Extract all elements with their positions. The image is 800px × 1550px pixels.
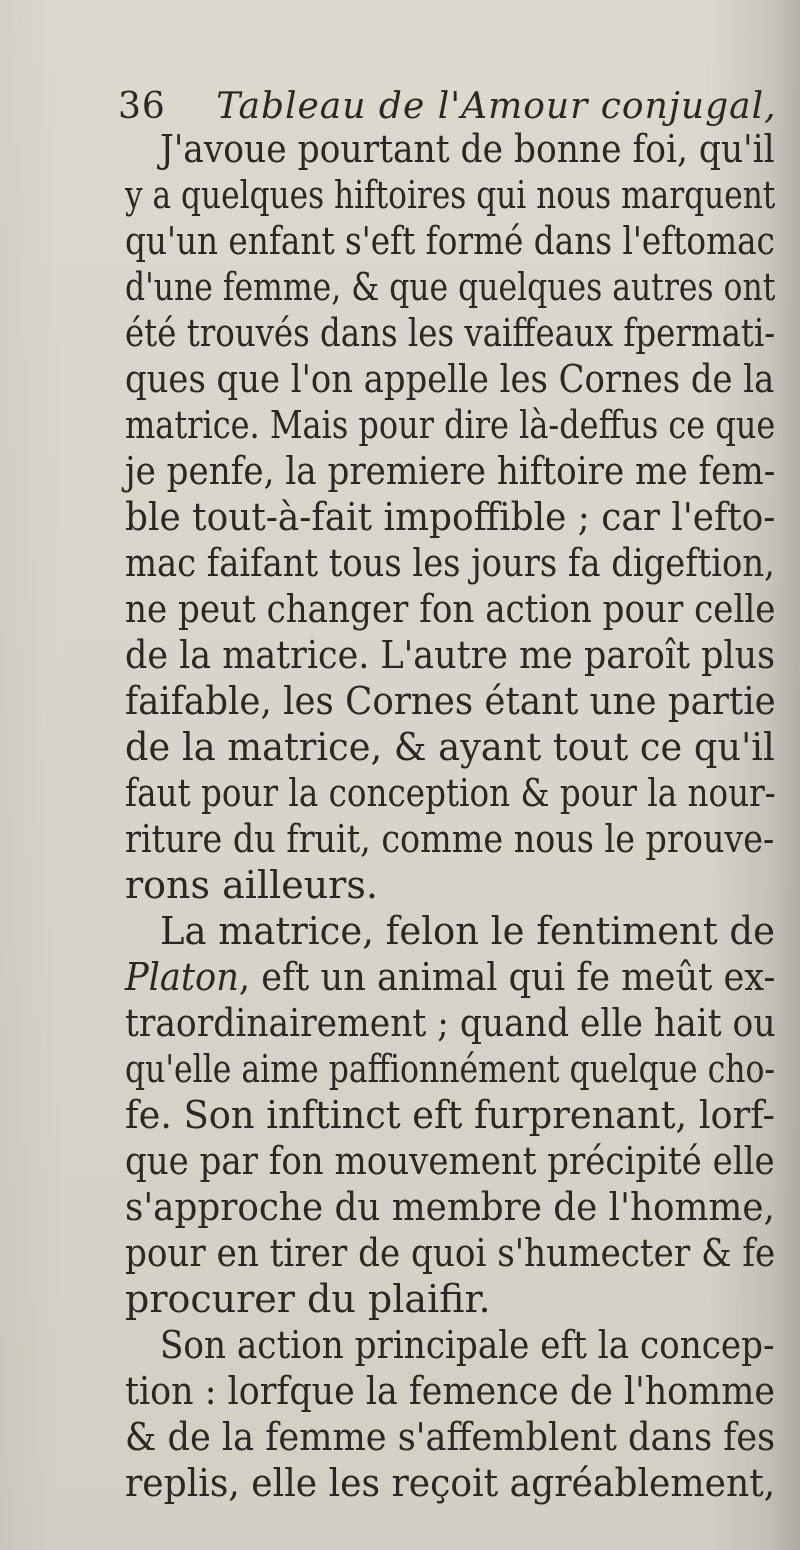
running-title: Tableau de l'Amour conjugal, [216,86,777,127]
text-line: que par fon mouvement précipité elle [125,1139,775,1183]
text-line: ne peut changer fon action pour celle [125,587,776,631]
text-line: été trouvés dans les vaiffeaux fpermati- [125,311,776,355]
text-line: rons ailleurs. [125,863,378,907]
text-line: pour en tirer de quoi s'humecter & fe [125,1231,776,1275]
text-line: de la matrice. L'autre me paroît plus [125,633,776,677]
text-line: de la matrice, & ayant tout ce qu'il [125,725,775,769]
italic-name: Platon [125,955,239,999]
text-line: ques que l'on appelle les Cornes de la [125,357,775,401]
page-header [118,86,777,127]
text-line: qu'un enfant s'eft formé dans l'eftomac [125,219,775,263]
text-line: ble tout-à-fait impoffible ; car l'efto- [125,495,776,539]
text-line: procurer du plaifir. [125,1277,491,1321]
text-line: tion : lorfque la femence de l'homme [125,1369,775,1413]
text-line: riture du fruit, comme nous le prouve- [125,817,775,861]
text-line: s'approche du membre de l'homme, [125,1185,775,1229]
text-line: je penfe, la premiere hiftoire me fem- [125,449,776,493]
text-line: faut pour la conception & pour la nour- [125,771,776,815]
page-number: 36 [118,86,166,127]
text-line: mac faifant tous les jours fa digeftion, [125,541,775,585]
text-line: replis, elle les reçoit agréablement, [125,1461,776,1505]
text-line: qu'elle aime paffionnément quelque cho- [125,1047,776,1091]
text-line-platon [125,955,776,999]
text-line: Son action principale eft la concep- [160,1323,775,1367]
text-line: J'avoue pourtant de bonne foi, qu'il [160,127,775,171]
text-line: y a quelques hiftoires qui nous marquent [125,173,776,217]
text-line: fe. Son inftinct eft furprenant, lorf- [125,1093,775,1137]
text-line: traordinairement ; quand elle hait ou [125,1001,776,1045]
text-line: faifable, les Cornes étant une partie [125,679,776,723]
text-line: La matrice, felon le fentiment de [160,909,775,953]
text-line-rest: , eft un animal qui fe meût ex- [238,955,776,999]
text-line: matrice. Mais pour dire là-deffus ce que [125,403,776,447]
text-line: d'une femme, & que quelques autres ont [125,265,776,309]
text-line: & de la femme s'affemblent dans fes [125,1415,776,1459]
